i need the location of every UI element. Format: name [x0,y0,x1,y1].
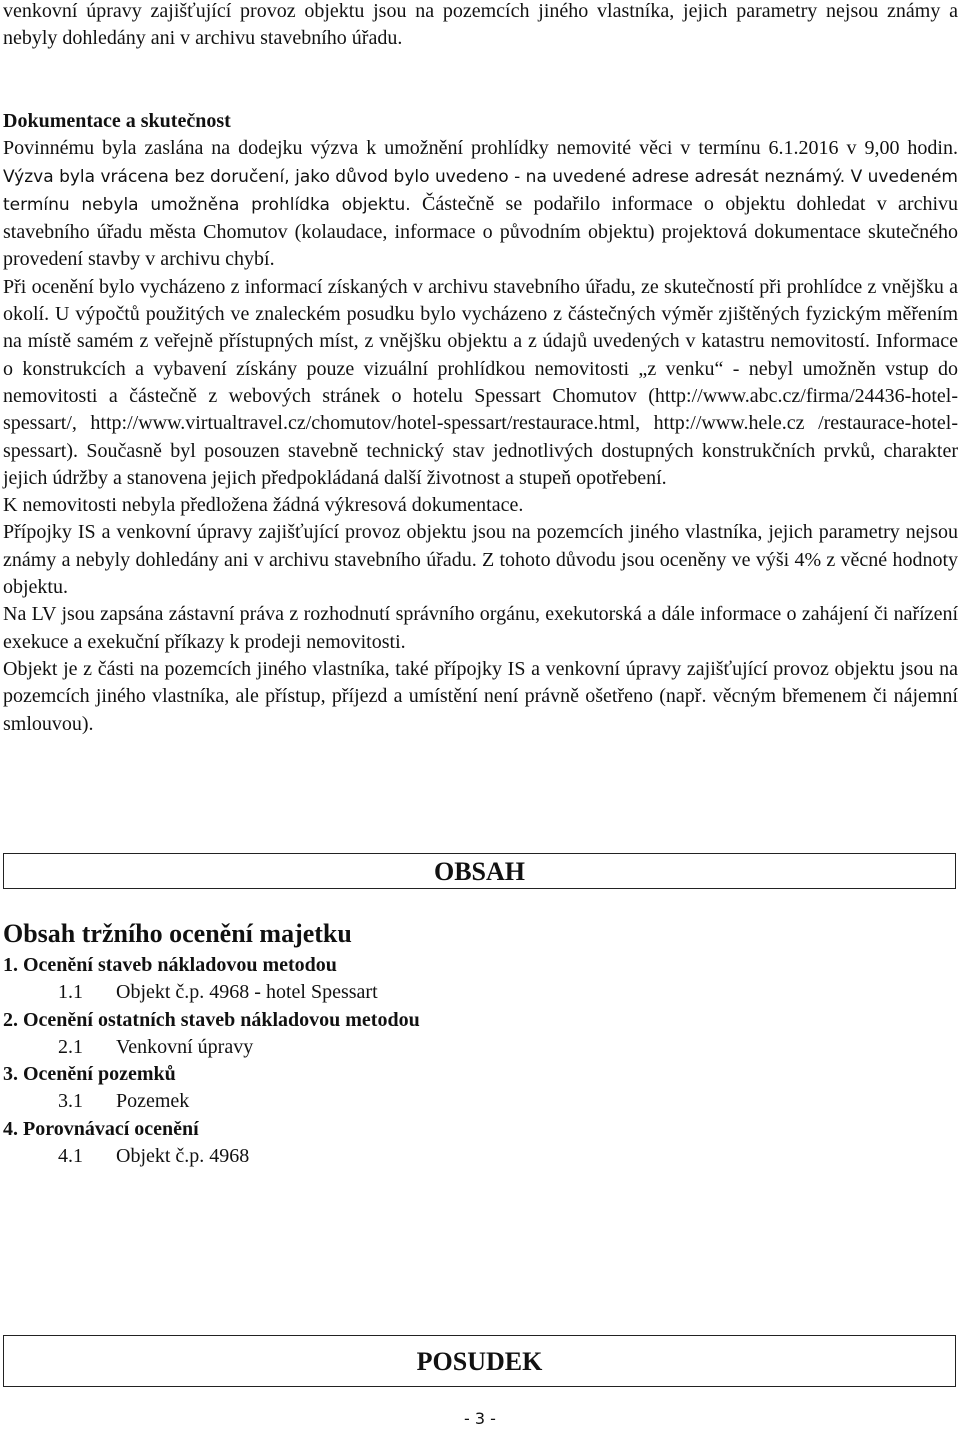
documentation-paragraph-4: Přípojky IS a venkovní úpravy zajišťující provoz objektu jsou na pozemcích jiného vlastníka, jejich parametry nejsou známy a nebyly dohledány ani v archivu stavebního úřadu. Z tohoto důvodu jsou oceněny ve výši 4% z věcné hodnoty objektu. [3,521,958,599]
toc-item-3-1 [3,1088,903,1115]
posudek-box [3,1335,956,1387]
documentation-section [3,108,958,738]
toc-title: Obsah tržního ocenění majetku [3,919,352,948]
toc-item-number: 3.1 [58,1090,83,1113]
toc-item-1-1 [3,979,903,1006]
toc-item-text: Objekt č.p. 4968 [116,1145,250,1168]
documentation-p1-part-a: Povinnému byla zaslána na dodejku výzva k umožnění prohlídky nemovité věci v termínu 6.1.2016 v 9,00 hodin. [3,137,958,160]
documentation-paragraph-5: Na LV jsou zapsána zástavní práva z rozhodnutí správního orgánu, exekutorská a dále informace o zahájení či nařízení exekuce a exekuční příkazy k prodeji nemovitosti. [3,603,958,653]
documentation-p2-part-d: Současně byl posouzen stavebně technický stav jednotlivých dostupných konstrukčních prvků, charakter jejich údržby a stanovena jejich předpokládaná další životnost a stupeň opotřebení. [3,439,958,489]
documentation-paragraph-6: Objekt je z části na pozemcích jiného vlastníka, také přípojky IS a venkovní úpravy zajišťující provoz objektu jsou na pozemcích jiného vlastníka, ale přístup, příjezd a umístění není právně ošetřeno (např. věcným břemenem či nájemní smlouvou). [3,657,958,735]
posudek-title: POSUDEK [416,1347,543,1376]
documentation-paragraph-3: K nemovitosti nebyla předložena žádná výkresová dokumentace. [3,494,524,517]
documentation-p1-part-c: Částečně se podařilo informace o objektu dohledat v archivu stavebního úřadu města Chomutov (kolaudace, informace o původním objektu) projektová dokumentace skutečného provedení stavby v archivu chybí. [3,192,959,271]
toc-item-number: 4.1 [58,1145,83,1168]
documentation-paragraph-1 [3,135,958,273]
toc-item-text: Venkovní úpravy [116,1035,254,1058]
toc-item-text: Pozemek [116,1090,190,1113]
toc-item-2-1 [3,1034,903,1061]
table-of-contents [3,918,903,1170]
toc-item-number: 1.1 [58,981,83,1004]
page-number: - 3 - [464,1409,496,1428]
documentation-p2-part-c: Informace o konstrukcích a vybavení získány pouze vizuální prohlídkou nemovitosti „z venku“ - nebyl umožněn vstup do nemovitosti a částečně z webových stránek o hotelu Spessart Chomutov (http://www.abc.cz/firma/24436-hotel-spessart/, http://www.virtualtravel.cz/chomutov/hotel-spessart/restaurace.html, http://www.hele.cz /restaurace-hotel-spessart). [3,330,959,462]
documentation-p2-part-b: U výpočtů použitých ve znaleckém posudku bylo vycházeno z částečných výměr zjištěných fyzickým měřením na místě samém z veřejně přístupných míst, z vnějšku objektu a z údajů uvedených v katastru nemovitostí. [3,303,959,353]
documentation-heading: Dokumentace a skutečnost [3,110,231,132]
toc-section-2: 2. Ocenění ostatních staveb nákladovou metodou [3,1008,420,1031]
documentation-paragraph-2 [3,274,958,492]
toc-section-3: 3. Ocenění pozemků [3,1063,176,1086]
obsah-title: OBSAH [433,857,526,886]
documentation-p1-part-b: Výzva byla vrácena bez doručení, jako důvod bylo uvedeno - na uvedené adrese adresát neznámý. V uvedeném termínu nebyla umožněna prohlídka objektu. [3,166,958,215]
toc-section-4: 4. Porovnávací ocenění [3,1117,199,1140]
documentation-p2-part-a: Při ocenění bylo vycházeno z informací získaných v archivu stavebního úřadu, ze skutečností při prohlídce z vnějšku a okolí. [3,275,958,326]
obsah-box [3,853,956,889]
toc-section-1: 1. Ocenění staveb nákladovou metodou [3,954,337,976]
toc-item-text: Objekt č.p. 4968 - hotel Spessart [116,981,378,1004]
toc-item-4-1 [3,1143,903,1170]
toc-item-number: 2.1 [58,1035,83,1058]
intro-paragraph: venkovní úpravy zajišťující provoz objektu jsou na pozemcích jiného vlastníka, jejich parametry nejsou známy a nebyly dohledány ani v archivu stavebního úřadu. [3,0,958,50]
